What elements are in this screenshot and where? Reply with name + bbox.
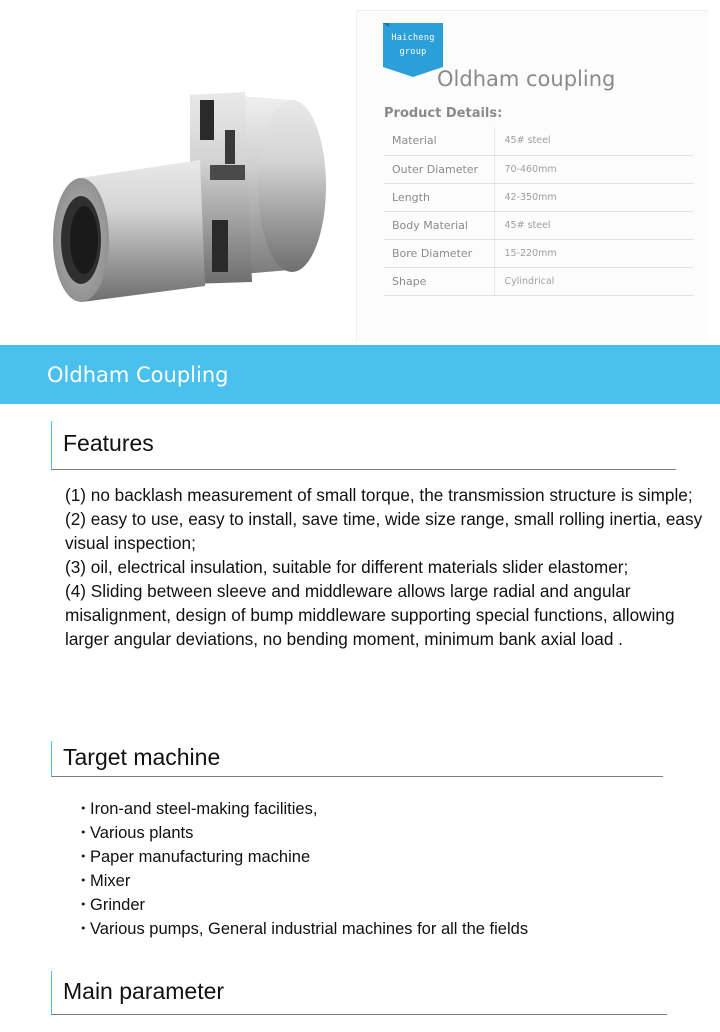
list-item-text: Grinder bbox=[90, 896, 146, 914]
spec-value: 42-350mm bbox=[494, 183, 693, 211]
spec-row bbox=[384, 155, 693, 183]
spec-value: 15-220mm bbox=[494, 239, 693, 267]
list-item bbox=[75, 845, 528, 869]
product-banner bbox=[0, 345, 720, 404]
spec-row bbox=[384, 183, 693, 211]
brand-name-line-1: Haicheng bbox=[391, 33, 435, 43]
features-text bbox=[65, 483, 705, 651]
bullet: ・ bbox=[75, 896, 92, 914]
spec-value: 70-460mm bbox=[494, 155, 693, 183]
brand-tag-text bbox=[383, 31, 443, 59]
list-item-text: Various plants bbox=[90, 824, 194, 842]
spec-row bbox=[384, 239, 693, 267]
feature-item: (1) no backlash measurement of small torque, the transmission structure is simple; bbox=[65, 485, 693, 505]
list-item-text: Paper manufacturing machine bbox=[90, 848, 311, 866]
bullet: ・ bbox=[75, 800, 92, 818]
feature-item: (3) oil, electrical insulation, suitable for different materials slider elastomer; bbox=[65, 557, 629, 577]
features-heading bbox=[51, 421, 676, 470]
oldham-coupling-image bbox=[40, 70, 340, 310]
bullet: ・ bbox=[75, 824, 92, 842]
spec-value: 45# steel bbox=[494, 127, 693, 155]
main-parameter-heading-text: Main parameter bbox=[63, 978, 225, 1004]
target-machine-list bbox=[75, 797, 528, 941]
main-parameter-heading bbox=[51, 971, 667, 1015]
feature-item: (4) Sliding between sleeve and middleware allows large radial and angular misalignment, design of bump middleware supporting special functions, allowing larger angular deviations, no bending moment, minimum bank axial load . bbox=[65, 581, 675, 649]
target-machine-heading-text: Target machine bbox=[63, 744, 221, 770]
brand-name-line-2: group bbox=[399, 47, 427, 57]
list-item-text: Various pumps, General industrial machines for all the fields bbox=[90, 920, 529, 938]
spec-label: Outer Diameter bbox=[384, 155, 494, 183]
spec-row bbox=[384, 267, 693, 295]
features-heading-text: Features bbox=[63, 430, 154, 456]
list-item bbox=[75, 797, 528, 821]
product-details-label: Product Details: bbox=[384, 106, 503, 121]
product-image bbox=[40, 70, 340, 310]
list-item bbox=[75, 893, 528, 917]
feature-item: (2) easy to use, easy to install, save time, wide size range, small rolling inertia, easy visual inspection; bbox=[65, 509, 703, 553]
spec-row bbox=[384, 211, 693, 239]
list-item bbox=[75, 917, 528, 941]
spec-label: Body Material bbox=[384, 211, 494, 239]
bullet: ・ bbox=[75, 848, 92, 866]
bullet: ・ bbox=[75, 872, 92, 890]
spec-row bbox=[384, 127, 693, 155]
list-item-text: Mixer bbox=[90, 872, 131, 890]
product-title: Oldham coupling bbox=[437, 67, 616, 91]
target-machine-heading bbox=[51, 741, 663, 777]
spec-label: Length bbox=[384, 183, 494, 211]
spec-label: Bore Diameter bbox=[384, 239, 494, 267]
spec-label: Material bbox=[384, 127, 494, 155]
banner-title: Oldham Coupling bbox=[47, 363, 229, 387]
list-item-text: Iron-and steel-making facilities, bbox=[90, 800, 318, 818]
spec-value: Cylindrical bbox=[494, 267, 693, 295]
spec-table bbox=[384, 127, 693, 296]
spec-label: Shape bbox=[384, 267, 494, 295]
bullet: ・ bbox=[75, 920, 92, 938]
product-details-card bbox=[356, 10, 708, 342]
list-item bbox=[75, 869, 528, 893]
spec-value: 45# steel bbox=[494, 211, 693, 239]
list-item bbox=[75, 821, 528, 845]
